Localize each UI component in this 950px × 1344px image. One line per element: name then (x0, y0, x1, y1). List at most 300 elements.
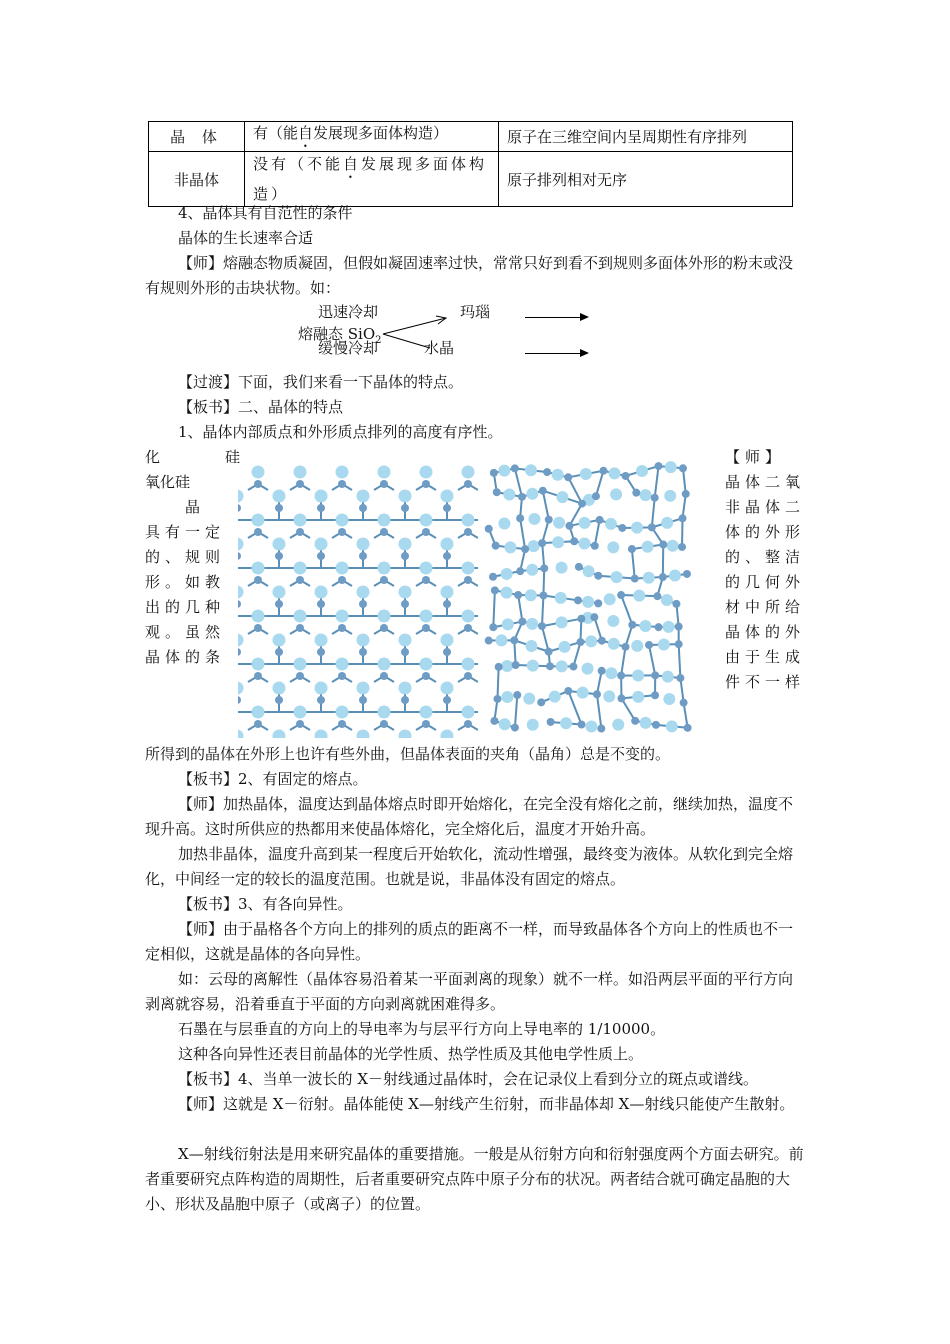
silicon-atom (422, 624, 430, 632)
silicon-atom (570, 537, 578, 545)
oxygen-atom (525, 589, 537, 601)
board-point-3: 【板书】3、有各向异性。 (178, 895, 353, 913)
silicon-atom (422, 672, 430, 680)
silicon-atom (296, 720, 304, 728)
silicon-atom (238, 504, 241, 512)
oxygen-atom (549, 691, 561, 703)
silicon-atom (514, 591, 522, 599)
silicon-atom (578, 720, 586, 728)
silicon-atom (443, 648, 451, 656)
silicon-atom (254, 720, 262, 728)
bond-line (649, 645, 655, 675)
oxygen-atom (528, 540, 540, 552)
oxygen-atom (503, 489, 515, 501)
oxygen-atom (378, 514, 391, 527)
oxygen-atom (661, 594, 673, 606)
silicon-atom (275, 648, 283, 656)
silicon-atom (422, 720, 430, 728)
silicon-atom (359, 648, 367, 656)
oxygen-atom (501, 587, 513, 599)
silicon-atom (485, 525, 493, 533)
silicon-atom (631, 717, 639, 725)
oxygen-atom (498, 465, 510, 477)
oxygen-atom (552, 536, 564, 548)
silicon-atom (512, 661, 520, 669)
oxygen-atom (315, 634, 328, 647)
oxygen-atom (336, 706, 349, 719)
bond-line (597, 694, 601, 728)
point-1-conclusion: 所得到的晶体在外形上也许有些外曲，但晶体表面的夹角（晶角）总是不变的。 (145, 745, 671, 763)
silicon-atom (296, 480, 304, 488)
oxygen-atom (605, 518, 617, 530)
silicon-atom (521, 545, 529, 553)
silicon-atom (593, 690, 601, 698)
oxygen-atom (336, 466, 349, 479)
oxygen-atom (462, 706, 475, 719)
silicon-atom (359, 600, 367, 608)
silicon-atom (490, 469, 498, 477)
oxygen-atom (462, 658, 475, 671)
oxygen-atom (553, 517, 565, 529)
silicon-atom (597, 725, 605, 733)
oxygen-atom (636, 465, 648, 477)
silicon-atom (513, 691, 521, 699)
silicon-atom (422, 528, 430, 536)
silicon-atom (254, 480, 262, 488)
silicon-atom (564, 687, 572, 695)
oxygen-atom (631, 522, 643, 534)
oxygen-atom (578, 538, 590, 550)
silicon-atom (676, 674, 684, 682)
oxygen-atom (523, 693, 535, 705)
oxygen-atom (611, 571, 623, 583)
silicon-atom (659, 541, 667, 549)
oxygen-atom (582, 596, 594, 608)
teacher-paragraph-3: 【师】由于晶格各个方向上的排列的质点的距离不一样，而导致晶体各个方向上的性质也不一定相似，这就是晶体的各向异性。 (145, 920, 794, 963)
silicon-atom (659, 573, 667, 581)
oxygen-atom (378, 706, 391, 719)
oxygen-atom (556, 660, 568, 672)
silicon-atom (652, 721, 660, 729)
silicon-atom (651, 691, 659, 699)
bond-line (493, 590, 495, 627)
oxygen-atom (664, 490, 676, 502)
silicon-atom (254, 672, 262, 680)
oxygen-atom (399, 634, 412, 647)
silicon-atom (338, 528, 346, 536)
silicon-atom (296, 528, 304, 536)
silicon-atom (617, 591, 625, 599)
oxygen-atom (378, 658, 391, 671)
silicon-atom (655, 462, 663, 470)
silicon-atom (317, 552, 325, 560)
point-1: 1、晶体内部质点和外形质点排列的高度有序性。 (178, 423, 503, 441)
oxygen-atom (585, 635, 597, 647)
silicon-atom (464, 672, 472, 680)
silicon-atom (359, 504, 367, 512)
oxygen-atom (501, 691, 513, 703)
board-point-2: 【板书】2、有固定的熔点。 (178, 770, 368, 788)
oxygen-atom (378, 562, 391, 575)
silicon-atom (516, 514, 524, 522)
silicon-atom (679, 464, 687, 472)
oxygen-atom (273, 634, 286, 647)
silicon-atom (675, 640, 683, 648)
silicon-atom (490, 717, 498, 725)
silicon-atom (631, 575, 639, 583)
silicon-atom (575, 563, 583, 571)
oxygen-atom (420, 610, 433, 623)
anisotropy-line: 这种各向异性还表目前晶体的光学性质、热学性质及其他电学性质上。 (178, 1045, 644, 1063)
oxygen-atom (669, 570, 681, 582)
teacher-paragraph-1: 【师】熔融态物质凝固，但假如凝固速率过快，常常只好到看不到规则多面体外形的粉末或没有规则外形的击块状物。如： (145, 254, 794, 297)
bond-line (515, 468, 522, 496)
oxygen-atom (399, 490, 412, 503)
oxygen-atom (294, 610, 307, 623)
silicon-atom (682, 490, 690, 498)
bond-line (515, 695, 517, 728)
silicon-atom (380, 576, 388, 584)
table-cell-name: 晶 体 (149, 122, 245, 152)
oxygen-atom (604, 593, 616, 605)
silicon-atom (539, 487, 547, 495)
arrow-right-icon (525, 353, 587, 354)
silicon-atom (683, 570, 691, 578)
silicon-atom (275, 504, 283, 512)
oxygen-atom (501, 660, 513, 672)
silicon-atom (238, 600, 241, 608)
section-4-title: 4、晶体具有自范性的条件 (178, 204, 353, 222)
bond-line (621, 595, 632, 625)
silicon-atom (338, 720, 346, 728)
silicon-atom (655, 623, 663, 631)
silicon-atom (651, 494, 659, 502)
transition-line: 【过渡】下面，我们来看一下晶体的特点。 (178, 373, 464, 391)
silicon-atom (675, 623, 683, 631)
silicon-atom (380, 720, 388, 728)
silicon-atom (254, 624, 262, 632)
silicon-atom (678, 543, 686, 551)
oxygen-atom (273, 538, 286, 551)
oxygen-atom (527, 719, 539, 731)
silicon-atom (338, 480, 346, 488)
silicon-atom (338, 576, 346, 584)
silicon-atom (238, 648, 241, 656)
silicon-atom (598, 637, 606, 645)
table-cell-name: 非晶体 (149, 152, 245, 207)
silicon-atom (493, 488, 501, 496)
silicon-atom (648, 523, 656, 531)
silicon-atom (464, 720, 472, 728)
silicon-atom (296, 576, 304, 584)
oxygen-atom (663, 621, 675, 633)
oxygen-atom (605, 667, 617, 679)
silicon-atom (401, 504, 409, 512)
silicon-atom (679, 514, 687, 522)
silicon-atom (545, 648, 553, 656)
silicon-atom (238, 696, 241, 704)
oxygen-atom (603, 690, 615, 702)
bond-line (632, 549, 635, 579)
oxygen-atom (273, 730, 286, 739)
silicon-atom (594, 572, 602, 580)
silicon-atom (590, 613, 598, 621)
oxygen-atom (357, 682, 370, 695)
bond-line (542, 596, 543, 627)
silicon-atom (464, 624, 472, 632)
oxygen-atom (252, 562, 265, 575)
amorphous-heating-paragraph: 加热非晶体，温度升高到某一程度后开始软化，流动性增强，最终变为液体。从软化到完全熔化，中间经一定的较长的温度范围。也就是说，非晶体没有固定的熔点。 (145, 845, 794, 888)
oxygen-atom (462, 562, 475, 575)
oxygen-atom (504, 541, 516, 553)
graphite-line: 石墨在与层垂直的方向上的导电率为与层平行方向上导电率的 1/10000。 (178, 1020, 666, 1038)
silicon-atom (592, 492, 600, 500)
oxygen-atom (238, 682, 244, 695)
oxygen-atom (420, 658, 433, 671)
silicon-atom (546, 662, 554, 670)
silicon-atom (672, 600, 680, 608)
oxygen-atom (420, 514, 433, 527)
oxygen-atom (582, 663, 594, 675)
silicon-atom (401, 600, 409, 608)
oxygen-atom (399, 682, 412, 695)
oxygen-atom (315, 586, 328, 599)
crystal-comparison-table (148, 121, 793, 207)
bond-line (655, 466, 659, 498)
silicon-atom (617, 672, 625, 680)
silicon-atom (653, 592, 661, 600)
crystalline-sio2-lattice (238, 462, 478, 738)
table-row (149, 122, 793, 152)
silicon-atom (275, 552, 283, 560)
xray-paragraph: X—射线衍射法是用来研究晶体的重要措施。一般是从衍射方向和衍射强度两个方面去研究。前者重要研究点阵构造的周期性，后者重要研究点阵中原子分布的状况。两者结合就可确定晶胞的大小、形状及晶胞中原子（或离子）的位置。 (145, 1145, 804, 1213)
silicon-atom (651, 671, 659, 679)
oxygen-atom (640, 717, 652, 729)
oxygen-atom (552, 469, 564, 481)
silicon-atom (296, 672, 304, 680)
silicon-atom (596, 516, 604, 524)
oxygen-atom (420, 466, 433, 479)
silicon-atom (565, 522, 573, 530)
silicon-atom (422, 576, 430, 584)
oxygen-atom (612, 719, 624, 731)
silicon-atom (464, 480, 472, 488)
arrow-right-icon (525, 317, 587, 318)
silicon-atom (254, 576, 262, 584)
silicon-atom (495, 663, 503, 671)
oxygen-atom (556, 562, 568, 574)
bond-line (652, 498, 655, 528)
silicon-atom (317, 600, 325, 608)
scheme-slow-cooling: 缓慢冷却 (318, 339, 379, 357)
silicon-atom (621, 643, 629, 651)
silicon-atom (577, 615, 585, 623)
oxygen-atom (252, 706, 265, 719)
silicon-atom (275, 600, 283, 608)
oxygen-atom (583, 565, 595, 577)
oxygen-atom (336, 562, 349, 575)
oxygen-atom (357, 538, 370, 551)
silicon-atom (598, 667, 606, 675)
oxygen-atom (642, 541, 654, 553)
scheme-product-agate: 玛瑙 (460, 303, 491, 321)
oxygen-atom (528, 513, 540, 525)
silicon-atom (632, 489, 640, 497)
oxygen-atom (238, 634, 244, 647)
silicon-atom (545, 516, 553, 524)
silicon-atom (684, 724, 692, 732)
oxygen-atom (607, 541, 619, 553)
oxygen-atom (499, 718, 511, 730)
teacher-paragraph-2: 【师】加热晶体，温度达到晶体熔点时即开始熔化，在完全没有熔化之前，继续加热，温度不现升高。这时所供应的热都用来使晶体熔化，完全熔化后，温度才开始升高。 (145, 795, 794, 838)
oxygen-atom (399, 538, 412, 551)
silicon-atom (491, 586, 499, 594)
silicon-atom (317, 696, 325, 704)
oxygen-atom (441, 634, 454, 647)
oxygen-atom (294, 658, 307, 671)
silicon-atom (275, 696, 283, 704)
silicon-atom (422, 480, 430, 488)
silicon-atom (338, 624, 346, 632)
silicon-atom (680, 699, 688, 707)
oxygen-atom (585, 721, 597, 733)
oxygen-atom (336, 658, 349, 671)
silicon-atom (317, 648, 325, 656)
oxygen-atom (560, 717, 572, 729)
oxygen-atom (238, 730, 244, 739)
oxygen-atom (315, 538, 328, 551)
silicon-atom (254, 528, 262, 536)
oxygen-atom (252, 610, 265, 623)
scheme-source: 熔融态 SiO$_2$ (298, 325, 382, 346)
silicon-atom (489, 623, 497, 631)
oxygen-atom (294, 514, 307, 527)
oxygen-atom (580, 468, 592, 480)
silicon-atom (564, 473, 572, 481)
silicon-atom (443, 552, 451, 560)
silicon-atom (547, 718, 555, 726)
oxygen-atom (441, 730, 454, 739)
oxygen-atom (608, 467, 620, 479)
silicon-atom (380, 672, 388, 680)
oxygen-atom (526, 618, 538, 630)
table-cell-habit: 没有（不能自发展现多面体构造） (245, 152, 499, 207)
oxygen-atom (315, 490, 328, 503)
oxygen-atom (273, 682, 286, 695)
oxygen-atom (658, 639, 670, 651)
silicon-atom (574, 596, 582, 604)
oxygen-atom (632, 691, 644, 703)
oxygen-atom (252, 514, 265, 527)
oxygen-atom (662, 671, 674, 683)
bond-line (520, 518, 525, 549)
silicon-atom (543, 468, 551, 476)
oxygen-atom (639, 620, 651, 632)
bond-line (679, 644, 681, 678)
oxygen-atom (462, 466, 475, 479)
silicon-atom (618, 524, 626, 532)
oxygen-atom (294, 466, 307, 479)
oxygen-atom (556, 491, 568, 503)
silicon-atom (540, 564, 548, 572)
section-4-body: 晶体的生长速率合适 (178, 229, 314, 247)
silicon-atom (537, 698, 545, 706)
oxygen-atom (273, 586, 286, 599)
oxygen-atom (502, 618, 514, 630)
oxygen-atom (607, 615, 619, 627)
silicon-atom (594, 599, 602, 607)
oxygen-atom (462, 610, 475, 623)
silicon-atom (628, 621, 636, 629)
silicon-atom (443, 504, 451, 512)
teacher-paragraph-4: 【师】这就是 X－衍射。晶体能使 X—射线产生衍射，而非晶体却 X—射线只能使产生散射。 (178, 1095, 795, 1113)
oxygen-atom (399, 730, 412, 739)
oxygen-atom (526, 488, 538, 500)
silicon-atom (569, 663, 577, 671)
silicon-atom (464, 528, 472, 536)
oxygen-atom (559, 641, 571, 653)
silicon-atom (645, 641, 653, 649)
silicon-atom (296, 624, 304, 632)
silicon-atom (510, 636, 518, 644)
amorphous-sio2-network (482, 460, 704, 740)
silicon-atom (401, 552, 409, 560)
silicon-atom (628, 545, 636, 553)
bond-line (518, 595, 522, 622)
silicon-atom (538, 539, 546, 547)
table-row (149, 152, 793, 207)
board-heading-2: 【板书】二、晶体的特点 (178, 398, 344, 416)
table-cell-feature: 原子在三维空间内呈周期性有序排列 (499, 122, 793, 152)
silicon-atom (489, 573, 497, 581)
oxygen-atom (525, 464, 537, 476)
oxygen-atom (378, 466, 391, 479)
oxygen-atom (631, 640, 643, 652)
table-cell-feature: 原子排列相对无序 (499, 152, 793, 207)
oxygen-atom (420, 562, 433, 575)
oxygen-atom (665, 461, 677, 473)
silicon-atom (516, 567, 524, 575)
right-wrap-text: 【师】 晶体二氧 非晶体二 体的外形 的、整洁 的几何外 材中所给 晶体的外 由于生成 件不一样 (725, 448, 806, 691)
oxygen-atom (357, 586, 370, 599)
oxygen-atom (667, 540, 679, 552)
oxygen-atom (579, 517, 591, 529)
bond-line (497, 667, 498, 699)
oxygen-atom (441, 586, 454, 599)
board-point-4: 【板书】4、当单一波长的 X－射线通过晶体时，会在记录仪上看到分立的斑点或谱线。 (178, 1070, 758, 1088)
oxygen-atom (336, 514, 349, 527)
silicon-atom (359, 696, 367, 704)
oxygen-atom (661, 517, 673, 529)
silicon-atom (538, 622, 546, 630)
bond-line (682, 518, 683, 547)
silicon-atom (380, 624, 388, 632)
scheme-branch-arrows (380, 314, 450, 354)
silicon-atom (401, 648, 409, 656)
oxygen-atom (639, 489, 651, 501)
oxygen-atom (357, 490, 370, 503)
table-cell-habit: 有（能自发展现多面体构造） (245, 122, 499, 152)
oxygen-atom (462, 514, 475, 527)
oxygen-atom (666, 720, 678, 732)
oxygen-atom (643, 572, 655, 584)
oxygen-atom (294, 562, 307, 575)
oxygen-atom (501, 568, 513, 580)
oxygen-atom (610, 488, 622, 500)
oxygen-atom (527, 660, 539, 672)
oxygen-atom (238, 586, 244, 599)
oxygen-atom (378, 610, 391, 623)
